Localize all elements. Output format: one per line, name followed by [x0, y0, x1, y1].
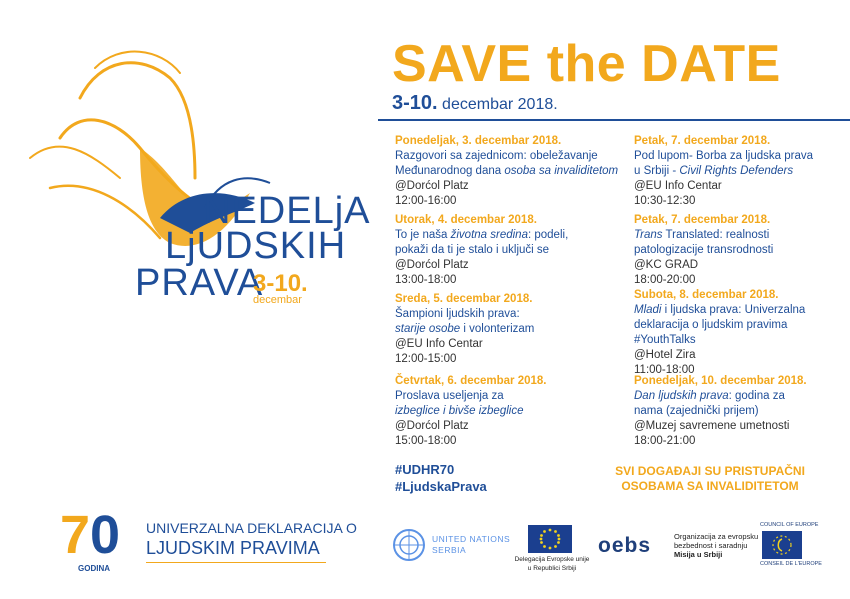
event-item [395, 213, 615, 288]
event-item [395, 292, 615, 367]
osce-logo-mark: oebs [598, 534, 652, 557]
event-item [395, 134, 619, 209]
event-item [634, 213, 850, 288]
event-item [395, 374, 615, 449]
event-line-italic: izbeglice i bivše izbeglice [395, 405, 524, 417]
godina-label: GODINA [78, 564, 110, 573]
event-text: Translated: realnosti [662, 229, 770, 241]
event-day: Petak, 7. decembar 2018. [634, 135, 771, 147]
date-range-rest: decembar 2018. [442, 96, 558, 113]
osce-line-1: Organizacija za evropsku [674, 532, 759, 541]
logo-line-3: PRAVA [135, 262, 264, 304]
event-text: i ljudska prava: Univerzalna [661, 304, 806, 316]
event-time: 13:00-18:00 [395, 274, 457, 286]
event-place: @KC GRAD [634, 259, 699, 271]
event-text: : godina za [728, 390, 785, 402]
event-day: Utorak, 4. decembar 2018. [395, 214, 537, 226]
date-range-bold: 3-10. [392, 92, 438, 114]
un-emblem-icon [392, 528, 426, 562]
event-hashtag: #YouthTalks [634, 334, 696, 346]
save-the-date-title: SAVE the DATE [392, 35, 781, 93]
eu-flag-icon [528, 525, 572, 553]
udhr-underline [146, 562, 326, 563]
un-line-1: UNITED NATIONS [432, 534, 511, 544]
logo-dates: 3-10. [253, 270, 308, 297]
logo-line-2: LjUDSKIH [165, 225, 347, 267]
accessibility-note-line-2: OSOBAMA SA INVALIDITETOM [621, 479, 799, 493]
logo-month: decembar [253, 294, 302, 306]
event-place: @Muzej savremene umetnosti [634, 420, 790, 432]
seventy-digit-7: 7 [60, 505, 91, 565]
event-line: nama (zajednički prijem) [634, 405, 759, 417]
event-text: To je naša [395, 229, 451, 241]
event-line: Šampioni ljudskih prava: [395, 308, 520, 320]
event-text: i volonterizam [460, 323, 535, 335]
event-place: @EU Info Centar [634, 180, 722, 192]
event-text-italic: Dan ljudskih prava [634, 390, 729, 402]
event-line [634, 164, 850, 179]
event-time: 10:30-12:30 [634, 195, 696, 207]
eu-line-1: Delegacija Evropske unije [514, 556, 590, 563]
event-item [634, 288, 850, 378]
event-time: 11:00-18:00 [634, 364, 695, 376]
event-place: @Dorćol Platz [395, 420, 469, 432]
event-day: Četvrtak, 6. decembar 2018. [395, 375, 547, 387]
logo-line-1: NEDELjA [203, 190, 371, 232]
event-line [634, 303, 850, 318]
accessibility-note-line-1: SVI DOGAĐAJI SU PRISTUPAČNI [615, 464, 805, 478]
event-line: deklaracija o ljudskim pravima [634, 319, 788, 331]
event-line [395, 164, 619, 179]
event-text: : podeli, [527, 229, 569, 241]
hashtag-ljudskaprava: #LjudskaPrava [395, 479, 487, 494]
event-place: @Dorćol Platz [395, 259, 469, 271]
event-day: Ponedeljak, 3. decembar 2018. [395, 135, 562, 147]
event-text: Međunarodnog dana [395, 165, 505, 177]
event-text-italic: starije osobe [395, 323, 461, 335]
event-day: Subota, 8. decembar 2018. [634, 289, 779, 301]
event-text-italic: Mladi [634, 304, 662, 316]
osce-line-2: bezbednost i saradnju [674, 541, 748, 550]
event-text-italic: osoba sa invaliditetom [504, 165, 619, 177]
event-place: @Dorćol Platz [395, 180, 469, 192]
event-line: Pod lupom- Borba za ljudska prava [634, 150, 813, 162]
coe-bottom-label: CONSEIL DE L'EUROPE [760, 561, 822, 567]
event-item [634, 374, 850, 449]
event-line [395, 228, 615, 243]
event-text-italic: Trans [634, 229, 663, 241]
event-time: 12:00-15:00 [395, 353, 457, 365]
event-line [395, 322, 615, 337]
un-line-2: SERBIA [432, 545, 467, 555]
header-divider [378, 119, 850, 121]
event-day: Sreda, 5. decembar 2018. [395, 293, 533, 305]
event-text-italic: životna sredina [450, 229, 528, 241]
event-time: 15:00-18:00 [395, 435, 457, 447]
event-time: 18:00-20:00 [634, 274, 696, 286]
event-time: 18:00-21:00 [634, 435, 696, 447]
event-line: patologizacije transrodnosti [634, 244, 774, 256]
event-line: Proslava useljenja za [395, 390, 504, 402]
event-item [634, 134, 850, 209]
event-line [634, 389, 850, 404]
seventy-digit-0: 0 [90, 505, 121, 565]
coe-top-label: COUNCIL OF EUROPE [760, 522, 819, 528]
event-line [634, 228, 850, 243]
hashtag-udhr70: #UDHR70 [395, 462, 455, 477]
osce-line-3: Misija u Srbiji [674, 550, 723, 559]
event-text-italic: Civil Rights Defenders [679, 165, 794, 177]
event-time: 12:00-16:00 [395, 195, 457, 207]
eu-line-2: u Republici Srbiji [527, 565, 577, 572]
event-text: u Srbiji - [634, 165, 680, 177]
council-of-europe-flag-icon [762, 531, 802, 559]
event-line: Razgovori sa zajednicom: obeležavanje [395, 150, 598, 162]
udhr-line-2: LJUDSKIM PRAVIMA [146, 538, 320, 558]
event-day: Ponedeljak, 10. decembar 2018. [634, 375, 807, 387]
event-place: @EU Info Centar [395, 338, 483, 350]
event-place: @Hotel Zira [634, 349, 696, 361]
date-range [392, 92, 558, 115]
event-day: Petak, 7. decembar 2018. [634, 214, 771, 226]
udhr-line-1: UNIVERZALNA DEKLARACIJA O [146, 520, 357, 536]
event-line: pokaži da ti je stalo i uključi se [395, 244, 550, 256]
